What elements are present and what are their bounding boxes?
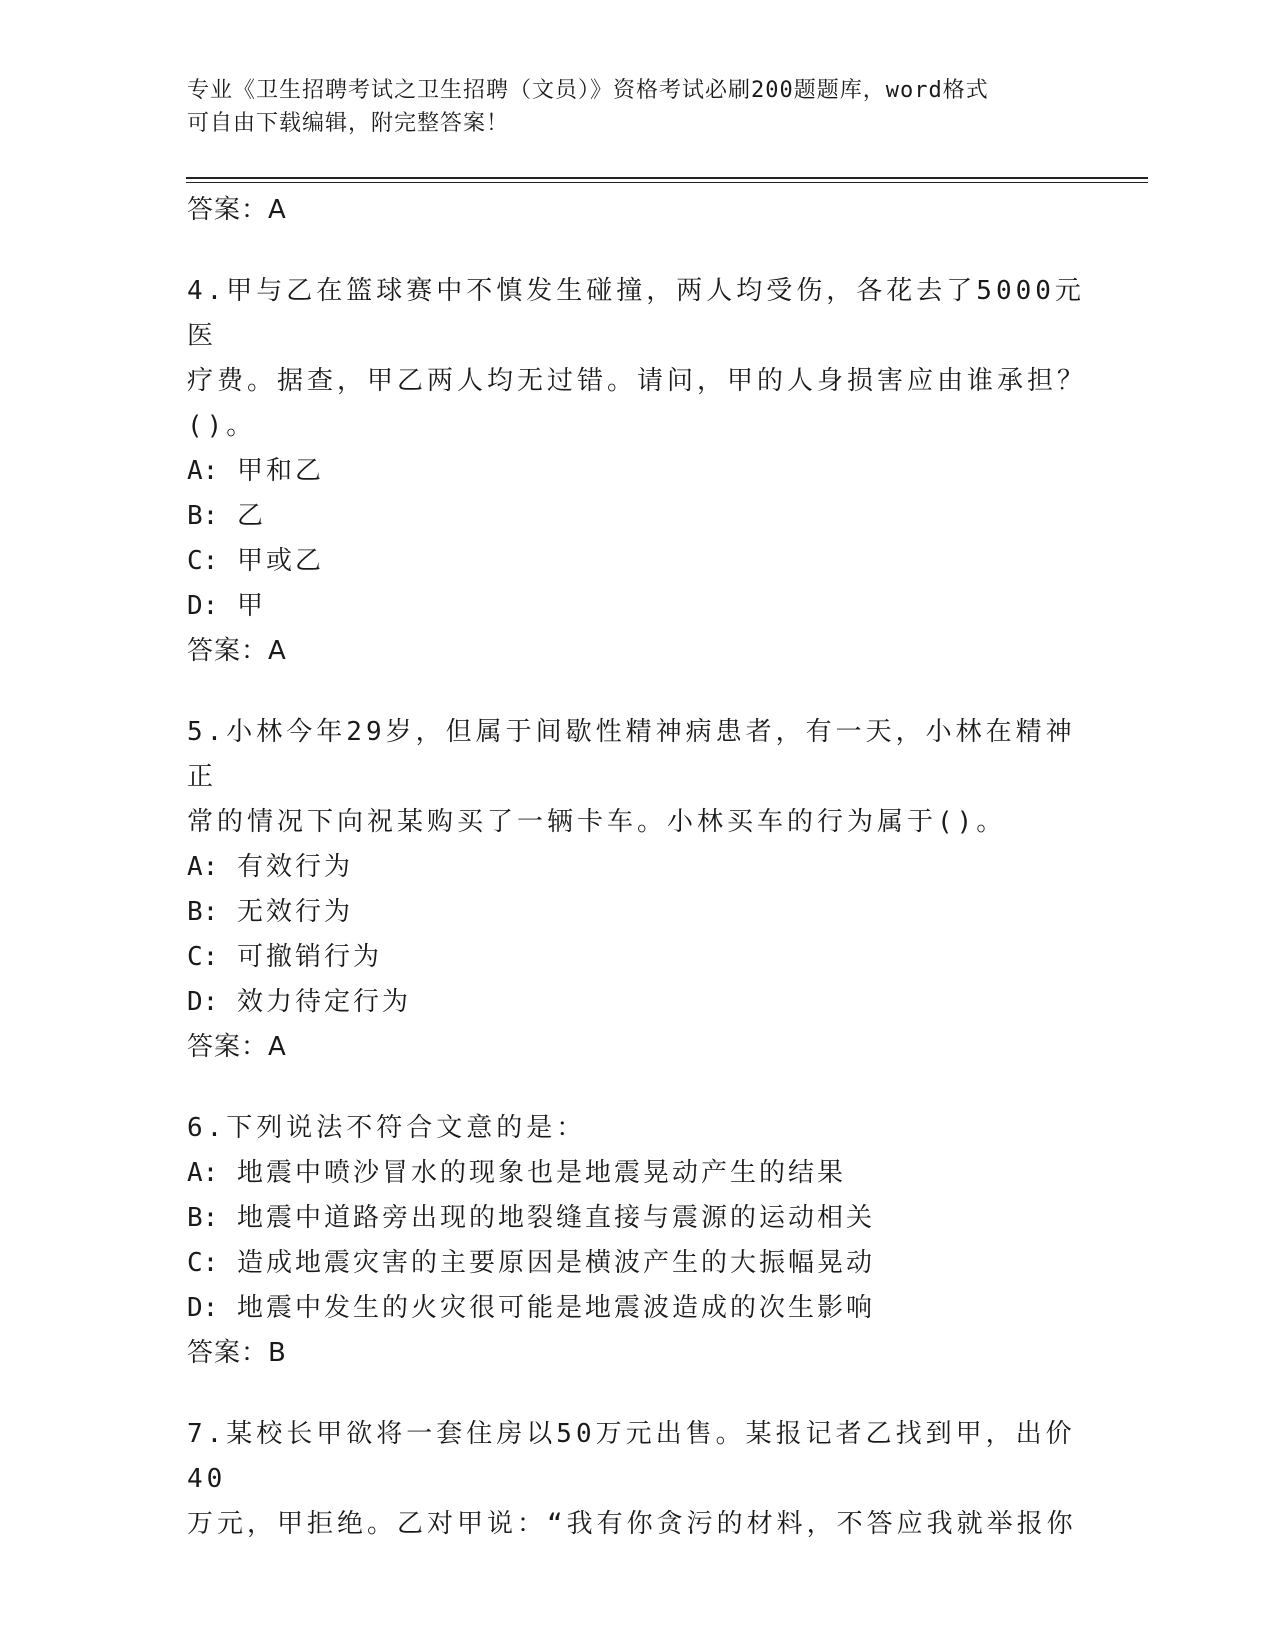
option-b xyxy=(187,1196,1087,1241)
option-a xyxy=(187,845,1087,890)
option-c xyxy=(187,935,1087,980)
option-text: 甲或乙 xyxy=(236,546,324,576)
question-stem-line: 万元，甲拒绝。乙对甲说：“我有你贪污的材料，不答应我就举报你 xyxy=(187,1509,1077,1539)
option-letter: D: xyxy=(187,1293,219,1323)
option-text: 可撤销行为 xyxy=(236,942,382,972)
header-line-1: 专业《卫生招聘考试之卫生招聘（文员）》资格考试必刷200题题库，word格式 xyxy=(187,78,989,103)
header-line-2: 可自由下载编辑，附完整答案！ xyxy=(187,111,510,136)
option-a xyxy=(187,1151,1087,1196)
option-text: 甲 xyxy=(236,591,266,621)
option-letter: B: xyxy=(187,1203,219,1233)
option-text: 有效行为 xyxy=(236,852,353,882)
question-7 xyxy=(187,1412,1087,1547)
option-a xyxy=(187,449,1087,494)
option-letter: A: xyxy=(187,456,219,486)
question-6 xyxy=(187,1106,1087,1376)
question-stem-line: 4.甲与乙在篮球赛中不慎发生碰撞，两人均受伤，各花去了5000元医 xyxy=(187,276,1085,351)
option-text: 地震中发生的火灾很可能是地震波造成的次生影响 xyxy=(236,1293,875,1323)
option-d xyxy=(187,980,1087,1025)
option-text: 造成地震灾害的主要原因是横波产生的大振幅晃动 xyxy=(236,1248,875,1278)
answer-line: 答案：A xyxy=(187,1032,287,1062)
option-b xyxy=(187,494,1087,539)
document-header xyxy=(187,74,1067,140)
answer-line: 答案：B xyxy=(187,1338,287,1368)
option-letter: B: xyxy=(187,501,219,531)
option-text: 效力待定行为 xyxy=(236,987,411,1017)
question-stem-line: 常的情况下向祝某购买了一辆卡车。小林买车的行为属于()。 xyxy=(187,807,1007,837)
option-b xyxy=(187,890,1087,935)
option-text: 地震中喷沙冒水的现象也是地震晃动产生的结果 xyxy=(236,1158,846,1188)
option-letter: A: xyxy=(187,1158,219,1188)
option-d xyxy=(187,584,1087,629)
option-letter: A: xyxy=(187,852,219,882)
question-5 xyxy=(187,710,1087,1070)
question-stem-line: 6.下列说法不符合文意的是： xyxy=(187,1113,587,1143)
answer-line: 答案：A xyxy=(187,195,287,225)
option-text: 乙 xyxy=(236,501,266,531)
header-divider-thin xyxy=(186,182,1148,183)
option-letter: C: xyxy=(187,1248,219,1278)
question-stem-line: 疗费。据查，甲乙两人均无过错。请问，甲的人身损害应由谁承担？ xyxy=(187,366,1088,396)
question-stem-line: 5.小林今年29岁，但属于间歇性精神病患者，有一天，小林在精神正 xyxy=(187,717,1076,792)
question-stem-line: ()。 xyxy=(187,411,257,441)
option-letter: C: xyxy=(187,546,219,576)
option-c xyxy=(187,1241,1087,1286)
document-body xyxy=(187,188,1087,1547)
question-stem-line: 7.某校长甲欲将一套住房以50万元出售。某报记者乙找到甲，出价40 xyxy=(187,1419,1076,1494)
option-c xyxy=(187,539,1087,584)
option-letter: D: xyxy=(187,591,219,621)
option-letter: B: xyxy=(187,897,219,927)
question-4 xyxy=(187,269,1087,674)
option-letter: C: xyxy=(187,942,219,972)
option-text: 无效行为 xyxy=(236,897,353,927)
answer-line: 答案：A xyxy=(187,636,287,666)
option-text: 地震中道路旁出现的地裂缝直接与震源的运动相关 xyxy=(236,1203,875,1233)
option-letter: D: xyxy=(187,987,219,1017)
option-text: 甲和乙 xyxy=(236,456,324,486)
option-d xyxy=(187,1286,1087,1331)
header-divider xyxy=(186,177,1148,179)
